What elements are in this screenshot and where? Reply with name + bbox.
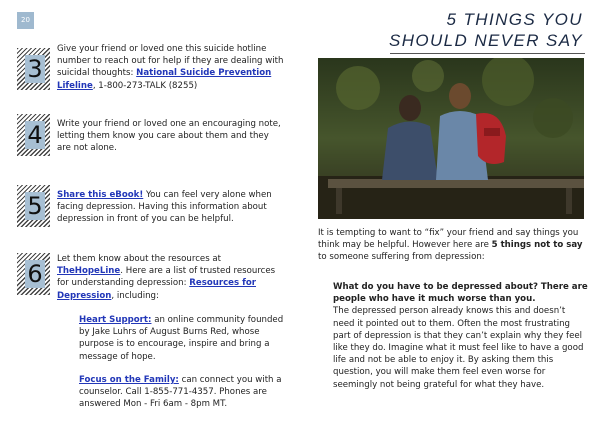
photo-illustration	[318, 58, 584, 219]
step-number-box	[17, 48, 50, 90]
item-1-block	[333, 281, 588, 391]
step-number: 6	[25, 260, 45, 288]
step-text-part: Let them know about the resources at	[57, 254, 222, 264]
step-text-part: , including:	[111, 290, 159, 301]
item-1-body: The depressed person already knows this and doesn’t need it pointed out to them. Often the most frustrating part of depression is that they can’t explain why they feel like they do. Imagine what it must feel like to have a good life and not be able to enjoy it. By asking them this question, you will make them feel even worse for seemingly not being grateful for what they have.	[333, 306, 584, 390]
page-title	[389, 9, 583, 51]
step-6	[17, 253, 285, 313]
step-text-part: . Here are a list of trusted resources for understanding depression:	[57, 266, 276, 289]
step-number: 4	[25, 121, 45, 149]
step-text	[57, 43, 285, 92]
link-resources-for-depression[interactable]: Resources for Depression	[57, 278, 256, 301]
step-text-part: , 1-800-273-TALK (8255)	[92, 80, 198, 91]
resource-text: an online community founded by Jake Luhrs of August Burns Red, whose purpose is to encourage, inspire and bring a message of hope.	[79, 315, 284, 362]
step-text-part: You can feel very alone when facing depression. Having this information about depression in front of you can be helpful.	[57, 190, 272, 225]
step-number-box	[17, 114, 50, 156]
resource-text: can connect you with a counselor. Call 1-855-771-4357. Phones are answered Mon - Fri 6am - 8pm MT.	[79, 375, 282, 410]
step-text-part: Give your friend or loved one this suicide hotline number to reach out for help if they are dealing with suicidal thoughts:	[57, 44, 284, 79]
step-number-box	[17, 253, 50, 295]
photo-two-friends	[318, 58, 584, 219]
step-number: 5	[25, 192, 45, 220]
link-heart-support[interactable]: Heart Support:	[79, 315, 152, 325]
resource-heart-support	[79, 314, 294, 363]
step-number: 3	[25, 55, 45, 83]
resource-focus-on-the-family	[79, 374, 294, 411]
step-text	[57, 253, 285, 302]
step-4	[17, 114, 285, 162]
step-3	[17, 43, 285, 91]
intro-text: It is tempting to want to “fix” your friend and say things you think may be helpful. However here are	[318, 228, 579, 251]
intro-bold: 5 things not to say	[491, 240, 583, 251]
link-thehopeline[interactable]: TheHopeLine	[57, 266, 121, 277]
step-5	[17, 183, 285, 231]
page-title-line1: 5 THINGS YOU	[446, 10, 583, 29]
step-text: Write your friend or loved one an encouraging note, letting them know you care about them and they are not alone.	[57, 119, 281, 154]
page-title-line2: SHOULD NEVER SAY	[388, 31, 583, 50]
title-divider	[390, 53, 585, 54]
link-share-ebook[interactable]: Share this eBook!	[57, 190, 144, 200]
link-national-suicide-prevention-lifeline[interactable]: National Suicide Prevention Lifeline	[57, 68, 272, 91]
intro-paragraph	[318, 227, 588, 264]
page-number-badge: 20	[17, 12, 34, 29]
link-focus-on-the-family[interactable]: Focus on the Family:	[79, 375, 179, 385]
step-number-box	[17, 185, 50, 227]
step-text	[57, 189, 285, 226]
intro-text-after: to someone suffering from depression:	[318, 252, 485, 263]
item-1-question: What do you have to be depressed about? There are people who have it much worse than you.	[333, 282, 588, 305]
